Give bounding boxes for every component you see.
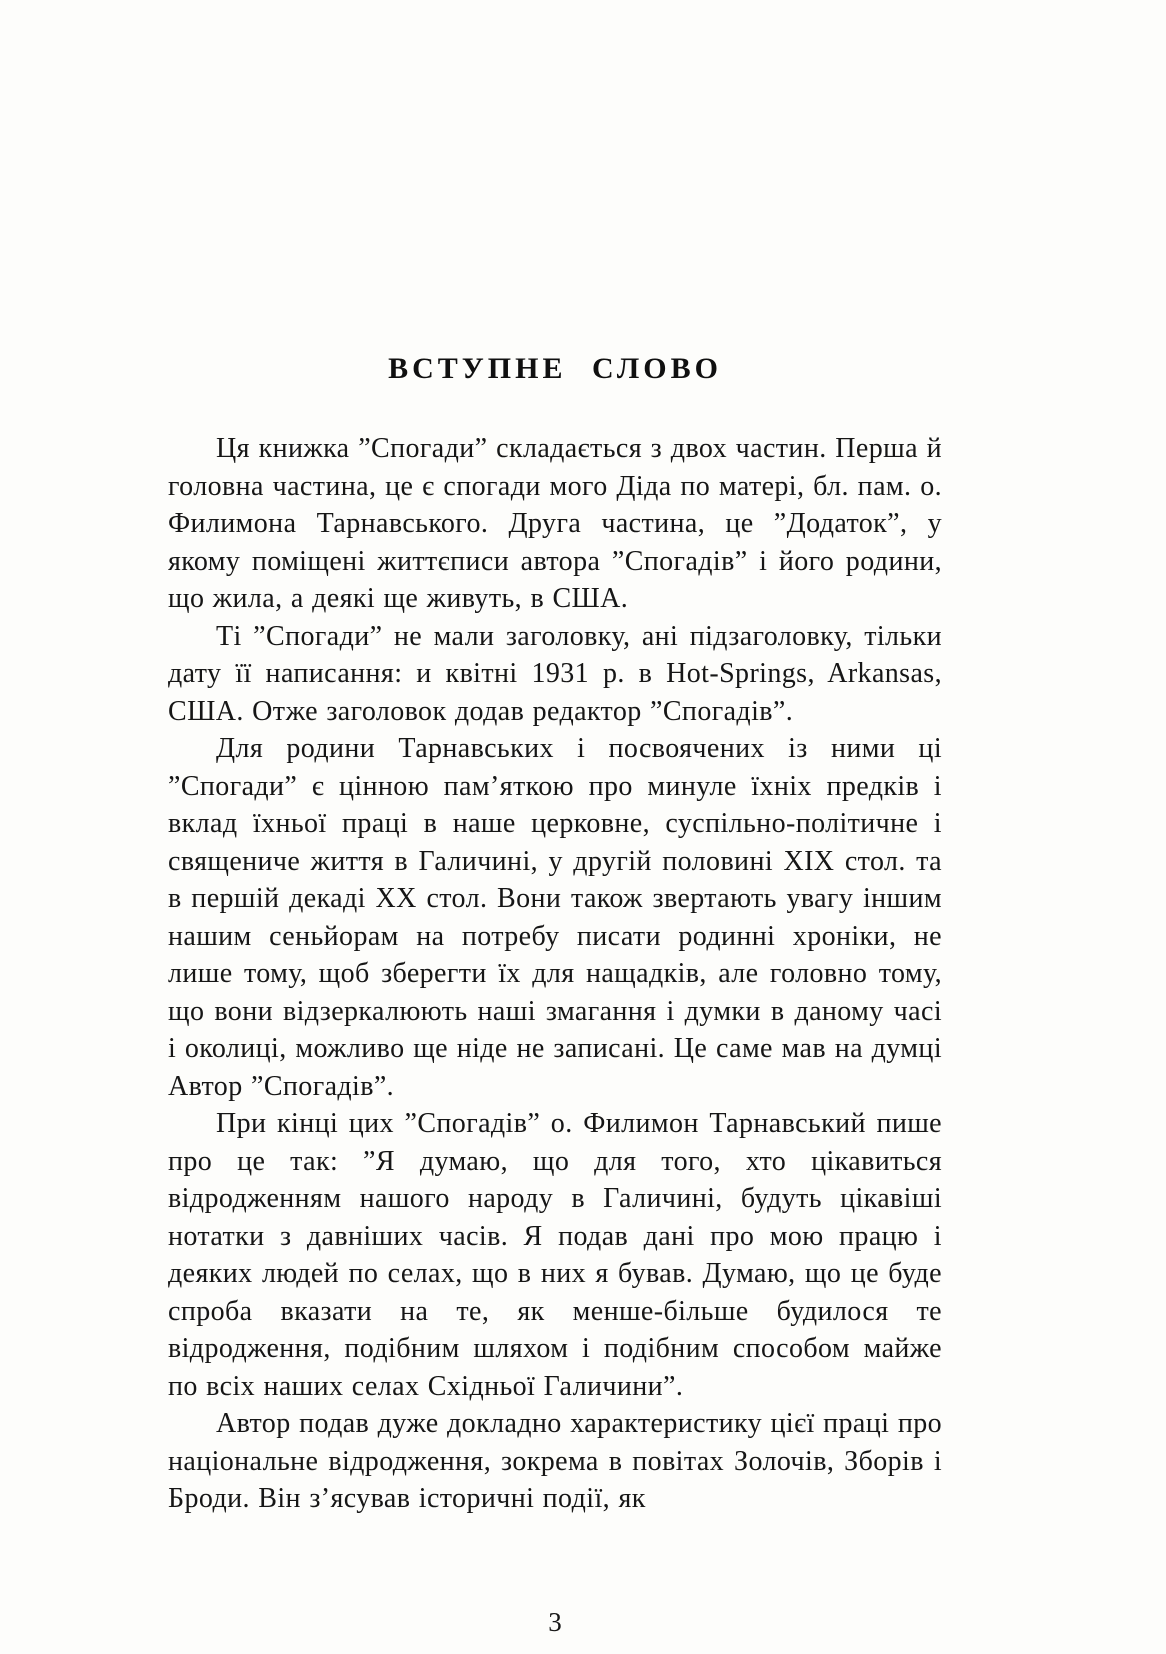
- paragraph-1: Ця книжка ”Спогади” складається з двох частин. Перша й головна частина, це є спогади мого Діда по матері, бл. пам. о. Филимона Тарнавського. Друга частина, це ”Додаток”, у якому поміщені життєписи автора ”Спогадів” і його родини, що жила, а деякі ще живуть, в США.: [168, 433, 942, 614]
- page-number: 3: [548, 1607, 562, 1637]
- paragraph-2: Ті ”Спогади” не мали заголовку, ані підзаголовку, тільки дату її написання: и квітні 1931 р. в Hot-Springs, Arkansas, США. Отже заголовок додав редактор ”Спогадів”.: [168, 620, 942, 727]
- paragraph-4: При кінці цих ”Спогадів” о. Филимон Тарнавський пише про це так: ”Я думаю, що для того, хто цікавиться відродженням нашого народу в Галичині, будуть цікавіші нотатки з давніших часів. Я подав дані про мою працю і деяких людей по селах, що в них я бував. Думаю, що це буде спроба вказати на те, як менше-більше будилося те відродження, подібним шляхом і подібним способом майже по всіх наших селах Східньої Галичини”.: [168, 1108, 942, 1402]
- paragraph-5: Автор подав дуже докладно характеристику цієї праці про національне відродження, зокрема в повітах Золочів, Зборів і Броди. Він з’ясував історичні події, як: [168, 1408, 942, 1514]
- body-text: [168, 430, 942, 1518]
- page-title: ВСТУПНЕ СЛОВО: [388, 352, 722, 385]
- paragraph-3: Для родини Тарнавських і посвоячених із ними ці ”Спогади” є цінною пам’яткою про минуле їхніх предків і вклад їхньої праці в наше церковне, суспільно-політичне і священиче життя в Галичині, у другій половині XIX стол. та в першій декаді XX стол. Вони також звертають увагу іншим нашим сеньйорам на потребу писати родинні хроніки, не лише тому, щоб зберегти їх для нащадків, але головно тому, що вони відзеркалюють наші змагання і думки в даному часі і околиці, можливо ще ніде не записані. Це саме мав на думці Автор ”Спогадів”.: [168, 733, 942, 1102]
